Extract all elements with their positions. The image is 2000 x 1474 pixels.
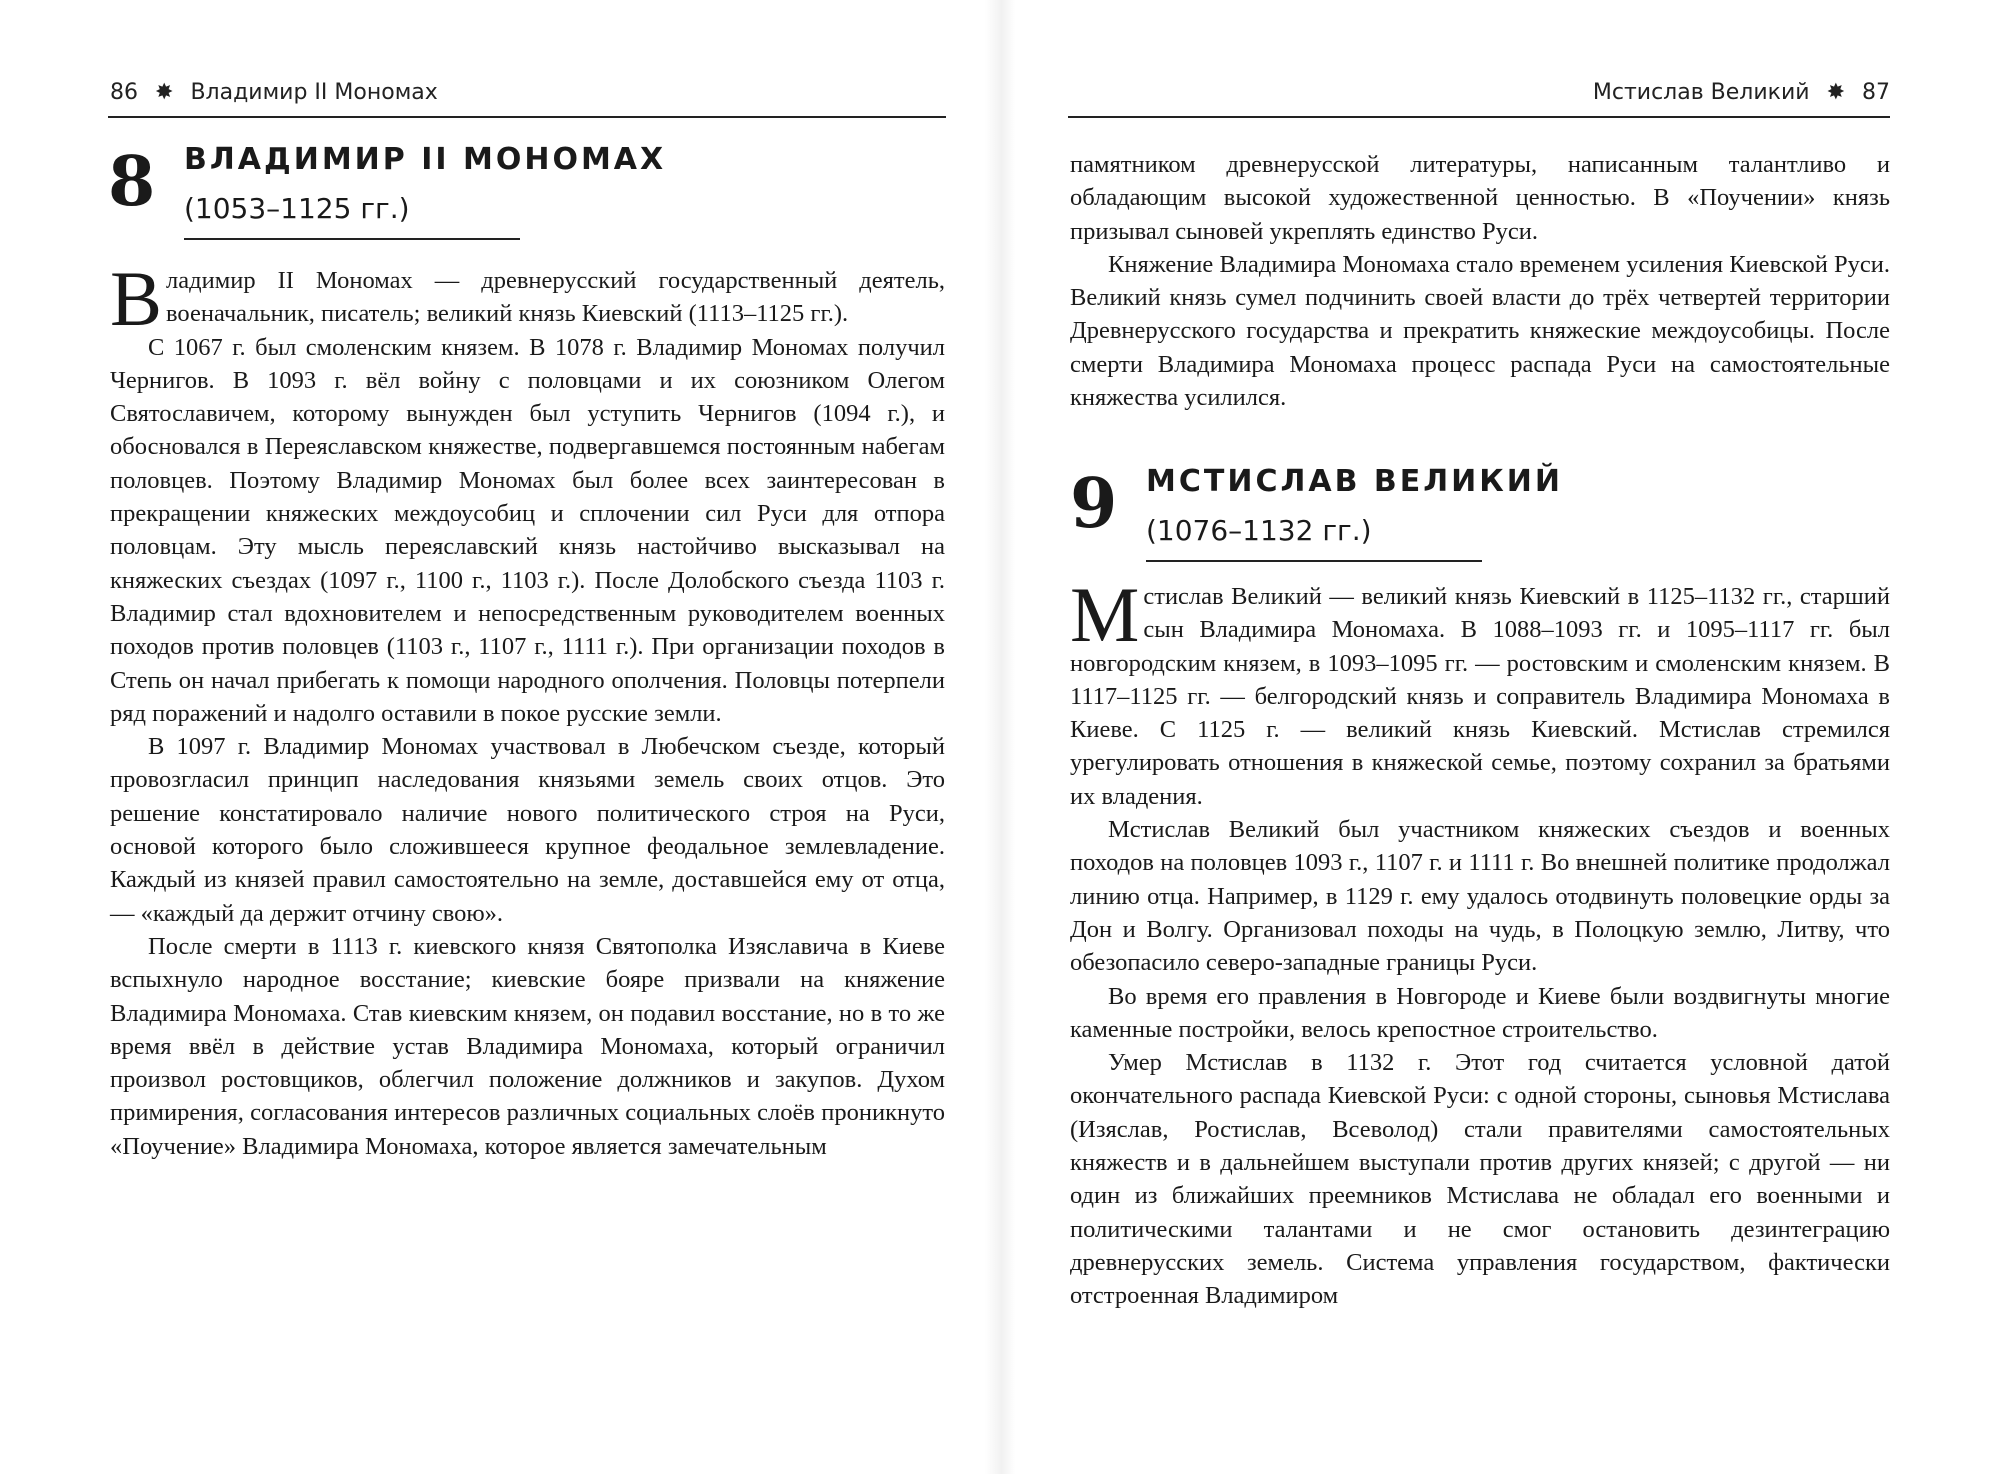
- right-continued-text: [1070, 148, 1890, 414]
- right-body-text: [1070, 571, 1890, 1313]
- right-page: [1000, 0, 2000, 1474]
- chapter-title: МСТИСЛАВ ВЕЛИКИЙ: [1146, 464, 1564, 499]
- paragraph: Княжение Владимира Мономаха стало временем усиления Киевской Руси. Великий князь сумел подчинить своей власти до трёх четвертей территории Древнерусского государства и прекратить княжеские междоусобицы. После смерти Владимира Мономаха процесс распада Руси на самостоятельные княжества усилился.: [1070, 250, 1890, 412]
- chapter-title: ВЛАДИМИР II МОНОМАХ: [184, 142, 667, 177]
- left-body-text: [110, 255, 945, 1163]
- running-head-left: [110, 80, 438, 105]
- running-head-right: [1593, 80, 1890, 105]
- drop-cap: М: [1070, 571, 1140, 658]
- chapter-dates: (1053–1125 гг.): [184, 192, 410, 225]
- drop-cap: В: [110, 255, 163, 342]
- paragraph: В 1097 г. Владимир Мономах участвовал в Любечском съезде, который провозгласил принцип наследования князьями земель своих отцов. Это решение констатировало наличие нового политического строя на Руси, основой которого было сложившееся крупное феодальное землевладение. Каждый из князей правил самостоятельно на земле, доставшейся ему от отца, — «каждый да держит отчину свою».: [110, 733, 945, 927]
- page-number-left: 86: [110, 80, 138, 105]
- paragraph: С 1067 г. был смоленским князем. В 1078 г. Владимир Мономах получил Чернигов. В 1093 г. вёл войну с половцами и их союзником Олегом Святославичем, которому вынужден был уступить Чернигов (1094 г.), и обосновался в Переяславском княжестве, подвергавшемся постоянным набегам половцев. Поэтому Владимир Мономах был более всех заинтересован в прекращении княжеских междоусобиц и сплочении сил Руси для отпора половцам. Эту мысль переяславский князь настойчиво высказывал на княжеских съездах (1097 г., 1100 г., 1103 г.). После Долобского съезда 1103 г. Владимир стал вдохновителем и непосредственным руководителем военных походов против половцев (1103 г., 1107 г., 1111 г.). При организации походов в Степь он начал прибегать к помощи народного ополчения. Половцы потерпели ряд поражений и надолго оставили в покое русские земли.: [110, 333, 945, 727]
- asterisk-ornament-icon: ✸: [155, 80, 174, 105]
- paragraph: Мстислав Великий был участником княжеских съездов и военных походов на половцев 1093 г., 1107 г. и 1111 г. Во внешней политике продолжал линию отца. Например, в 1129 г. ему удалось отодвинуть половецкие орды за Дон и Волгу. Организовал походы на чудь, в Полоцкую землю, Литву, что обезопасило северо-западные границы Руси.: [1070, 816, 1890, 977]
- paragraph: Во время его правления в Новгороде и Киеве были воздвигнуты многие каменные постройки, велось крепостное строительство.: [1070, 982, 1890, 1043]
- paragraph: Умер Мстислав в 1132 г. Этот год считается условной датой окончательного распада Киевской Руси: с одной стороны, сыновья Мстислава (Изяслав, Ростислав, Всеволод) стали правителями самостоятельных княжеств и в дальнейшем выступали против других князей; с другой — ни один из ближайших преемников Мстислава не обладал его военными и политическими талантами и не смог остановить дезинтеграцию древнерусских земель. Система управления государством, фактически отстроенная Владимиром: [1070, 1049, 1890, 1310]
- chapter-dates: (1076–1132 гг.): [1146, 514, 1372, 547]
- paragraph: После смерти в 1113 г. киевского князя Святополка Изяславича в Киеве вспыхнуло народное восстание; киевские бояре призвали на княжение Владимира Мономаха. Став киевским князем, он подавил восстание, но в то же время ввёл в действие устав Владимира Мономаха, который ограничил произвол ростовщиков, облегчил положение должников и закупов. Духом примирения, согласования интересов различных социальных слоёв проникнуто «Поучение» Владимира Мономаха, которое является замечательным: [110, 932, 945, 1160]
- chapter-underline: [184, 238, 520, 240]
- running-title-right: Мстислав Великий: [1592, 80, 1810, 105]
- paragraph: Мстислав Великий — великий князь Киевский в 1125–1132 гг., старший сын Владимира Мономаха. В 1088–1093 гг. и 1095–1117 гг. был новгородским князем, в 1093–1095 гг. — ростовским и смоленским князем. В 1117–1125 гг. — белгородский князь и соправитель Владимира Мономаха в Киеве. С 1125 г. — великий князь Киевский. Мстислав стремился урегулировать отношения в княжеской семье, поэтому сохранил за братьями их владения.: [1070, 571, 1890, 810]
- chapter-number: 8: [108, 142, 156, 222]
- chapter-underline: [1146, 560, 1482, 562]
- header-rule-right: [1068, 116, 1890, 118]
- paragraph: памятником древнерусской литературы, написанным талантливо и обладающим высокой художественной ценностью. В «Поучении» князь призывал сыновей укреплять единство Руси.: [1070, 151, 1890, 245]
- asterisk-ornament-icon: ✸: [1826, 80, 1845, 105]
- page-number-right: 87: [1862, 80, 1890, 105]
- chapter-number: 9: [1070, 464, 1118, 544]
- paragraph: Владимир II Мономах — древнерусский государственный деятель, военачальник, писатель; великий князь Киевский (1113–1125 гг.).: [110, 255, 945, 342]
- header-rule-left: [108, 116, 946, 118]
- running-title-left: Владимир II Мономах: [190, 80, 438, 105]
